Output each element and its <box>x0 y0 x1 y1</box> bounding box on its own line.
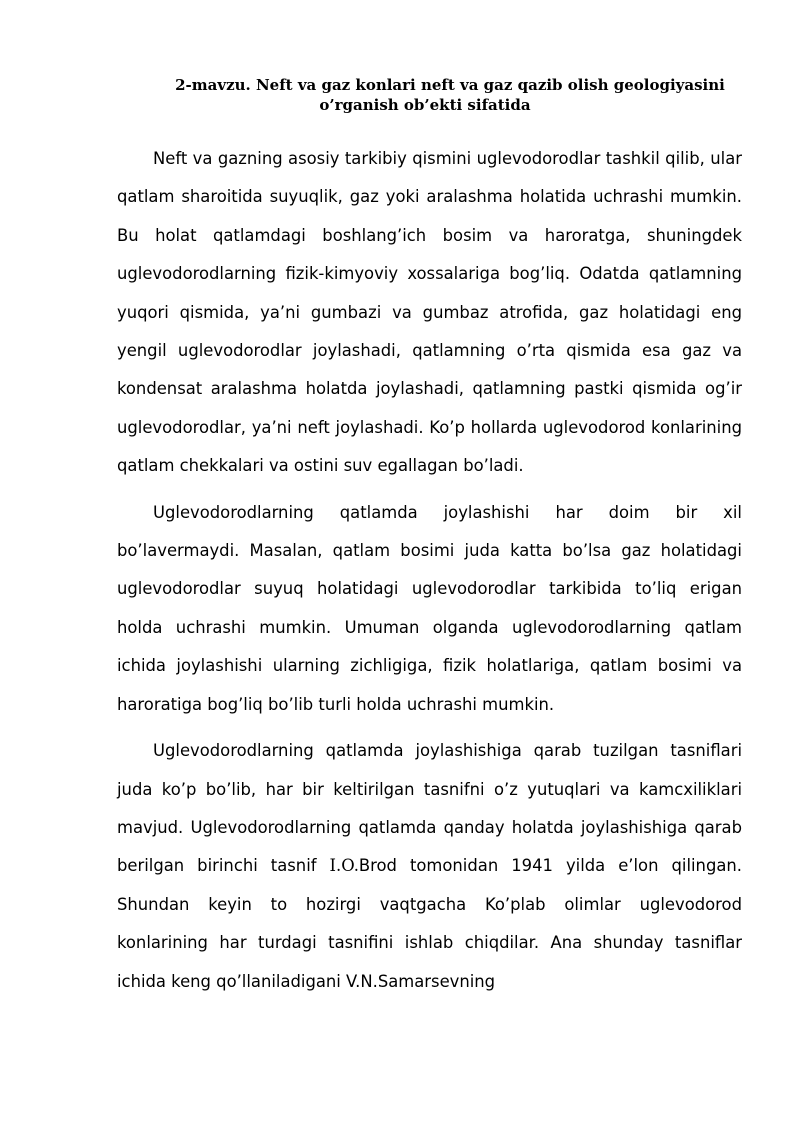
page-title <box>110 75 740 115</box>
paragraph-2: Uglevodorodlarning qatlamda joylashishi har doim bir xil bo’lavermaydi. Masalan, qatlam bosimi juda katta bo’lsa gaz holatidagi uglevodorodlar suyuq holatidagi uglevodorodlar tarkibida to’liq erigan holda uchrashi mumkin. Umuman olganda uglevodorodlarning qatlam ichida joylashishi ularning zichligiga, fizik holatlariga, qatlam bosimi va haroratiga bog’liq bo’lib turli holda uchrashi mumkin. <box>117 502 742 714</box>
paragraph-1: Neft va gazning asosiy tarkibiy qismini uglevodorodlar tashkil qilib, ular qatlam sharoitida suyuqlik, gaz yoki aralashma holatida uchrashi mumkin. Bu holat qatlamdagi boshlang’ich bosim va haroratga, shuningdek uglevodorodlarning fizik-kimyoviy xossalariga bog’liq. Odatda qatlamning yuqori qismida, ya’ni gumbazi va gumbaz atrofida, gaz holatidagi eng yengil uglevodorodlar joylashadi, qatlamning o’rta qismida esa gaz va kondensat aralashma holatda joylashadi, qatlamning pastki qismida og’ir uglevodorodlar, ya’ni neft joylashadi. Ko’p hollarda uglevodorod konlarining qatlam chekkalari va ostini suv egallagan bo’ladi. <box>117 149 742 476</box>
title-line-1: 2-mavzu. Neft va gaz konlari neft va gaz qazib olish geologiyasini <box>175 76 725 94</box>
document-body <box>117 140 742 1009</box>
paragraph-3-part-1: Uglevodorodlarning qatlamda joylashishiga qarab tuzilgan tasniflari juda ko’p bo’lib, har bir keltirilgan tasnifni o’z yutuqlari va kamcxiliklari mavjud. Uglevodorodlarning qatlamda qanday holatda joylashishiga qarab berilgan birinchi tasnif <box>117 741 742 876</box>
title-line-2: o’rganish ob’ekti sifatida <box>319 96 531 114</box>
paragraph-3-author-initials: I.O. <box>329 856 359 876</box>
paragraph-3 <box>117 732 742 1001</box>
paragraph-3-part-2: Brod tomonidan 1941 yilda e’lon qilingan. Shundan keyin to hozirgi vaqtgacha Ko’plab olimlar uglevodorod konlarining har turdagi tasnifini ishlab chiqdilar. Ana shunday tasniflar ichida keng qo’llaniladigani V.N.Samarsevning <box>117 856 742 991</box>
